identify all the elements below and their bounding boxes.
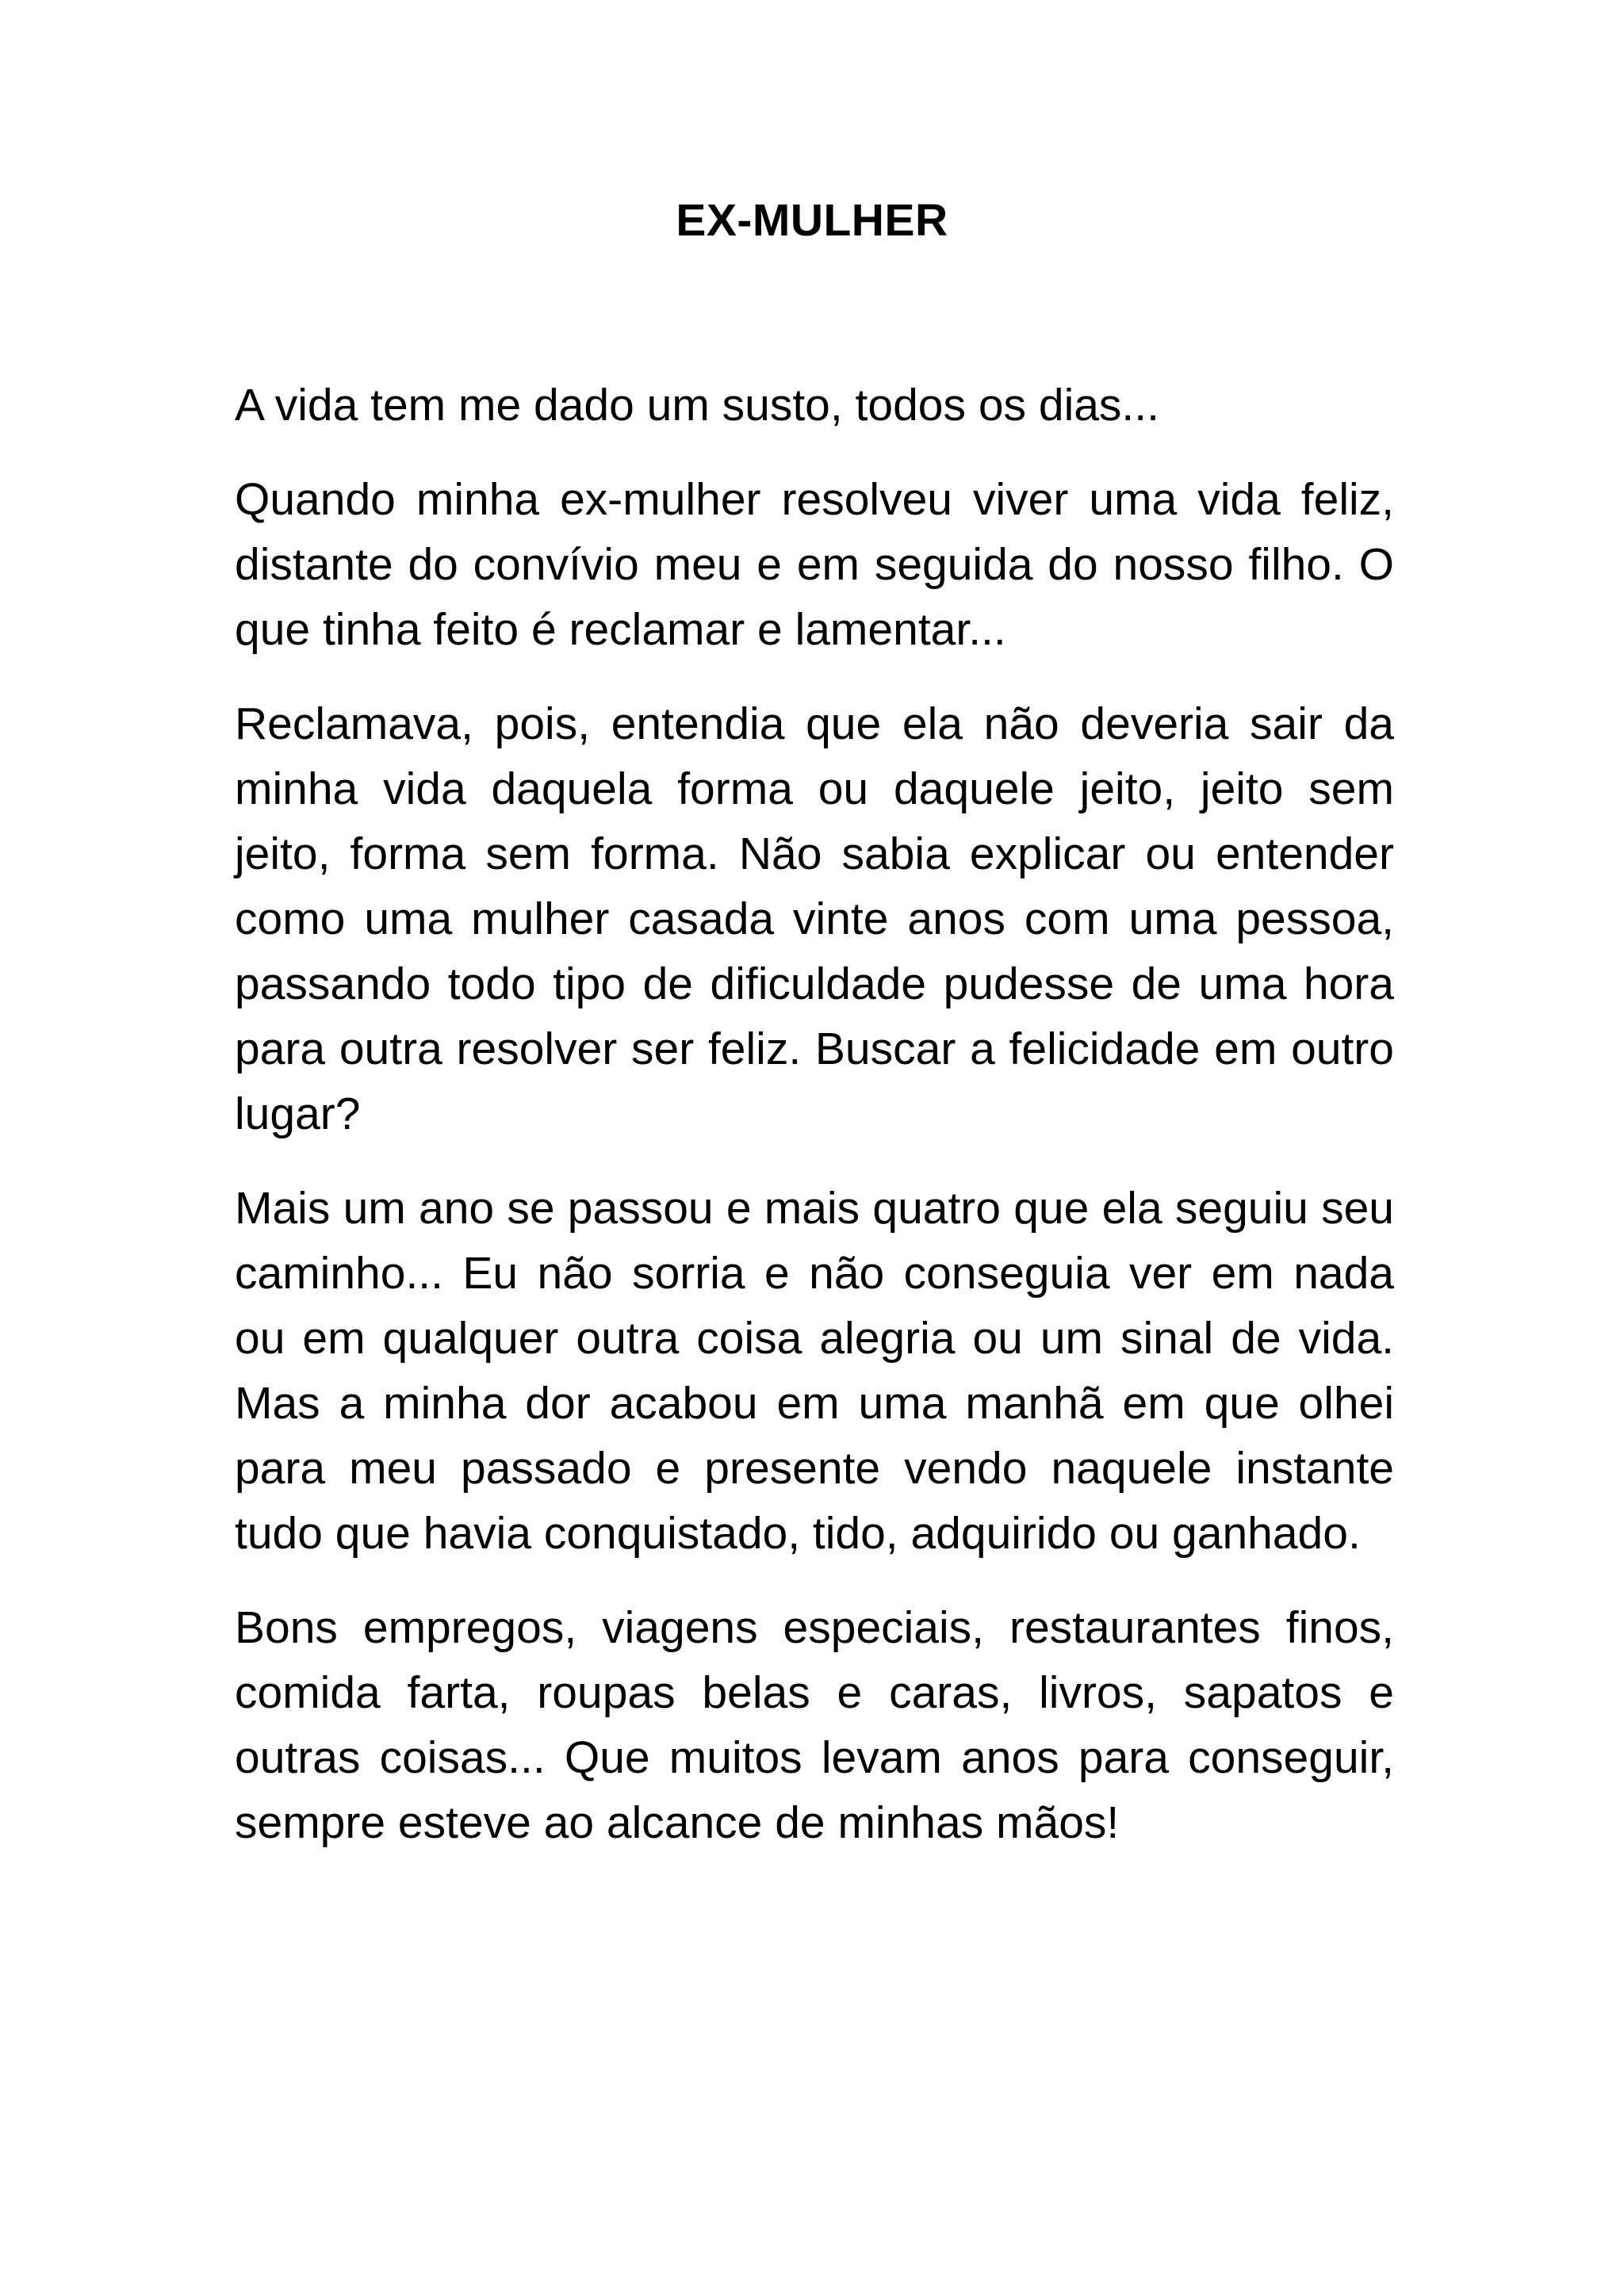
paragraph-2: Quando minha ex-mulher resolveu viver uma vida feliz, distante do convívio meu e em seguida do nosso filho. O que tinha feito é reclamar e lamentar... bbox=[235, 474, 1394, 655]
page-title: EX-MULHER bbox=[676, 195, 948, 246]
paragraph-5: Bons empregos, viagens especiais, restaurantes finos, comida farta, roupas belas e caras, livros, sapatos e outras coisas... Que muitos levam anos para conseguir, sempre esteve ao alcance de minhas mãos! bbox=[235, 1602, 1394, 1848]
paragraph-1: A vida tem me dado um susto, todos os dias... bbox=[235, 380, 1159, 430]
body-text bbox=[235, 373, 1394, 1885]
paragraph-3: Reclamava, pois, entendia que ela não deveria sair da minha vida daquela forma ou daquele jeito, jeito sem jeito, forma sem forma. Não sabia explicar ou entender como uma mulher casada vinte anos com uma pessoa, passando todo tipo de dificuldade pudesse de uma hora para outra resolver ser feliz. Buscar a felicidade em outro lugar? bbox=[235, 698, 1394, 1139]
paragraph-4: Mais um ano se passou e mais quatro que ela seguiu seu caminho... Eu não sorria e não conseguia ver em nada ou em qualquer outra coisa alegria ou um sinal de vida. Mas a minha dor acabou em uma manhã em que olhei para meu passado e presente vendo naquele instante tudo que havia conquistado, tido, adquirido ou ganhado. bbox=[235, 1183, 1394, 1559]
